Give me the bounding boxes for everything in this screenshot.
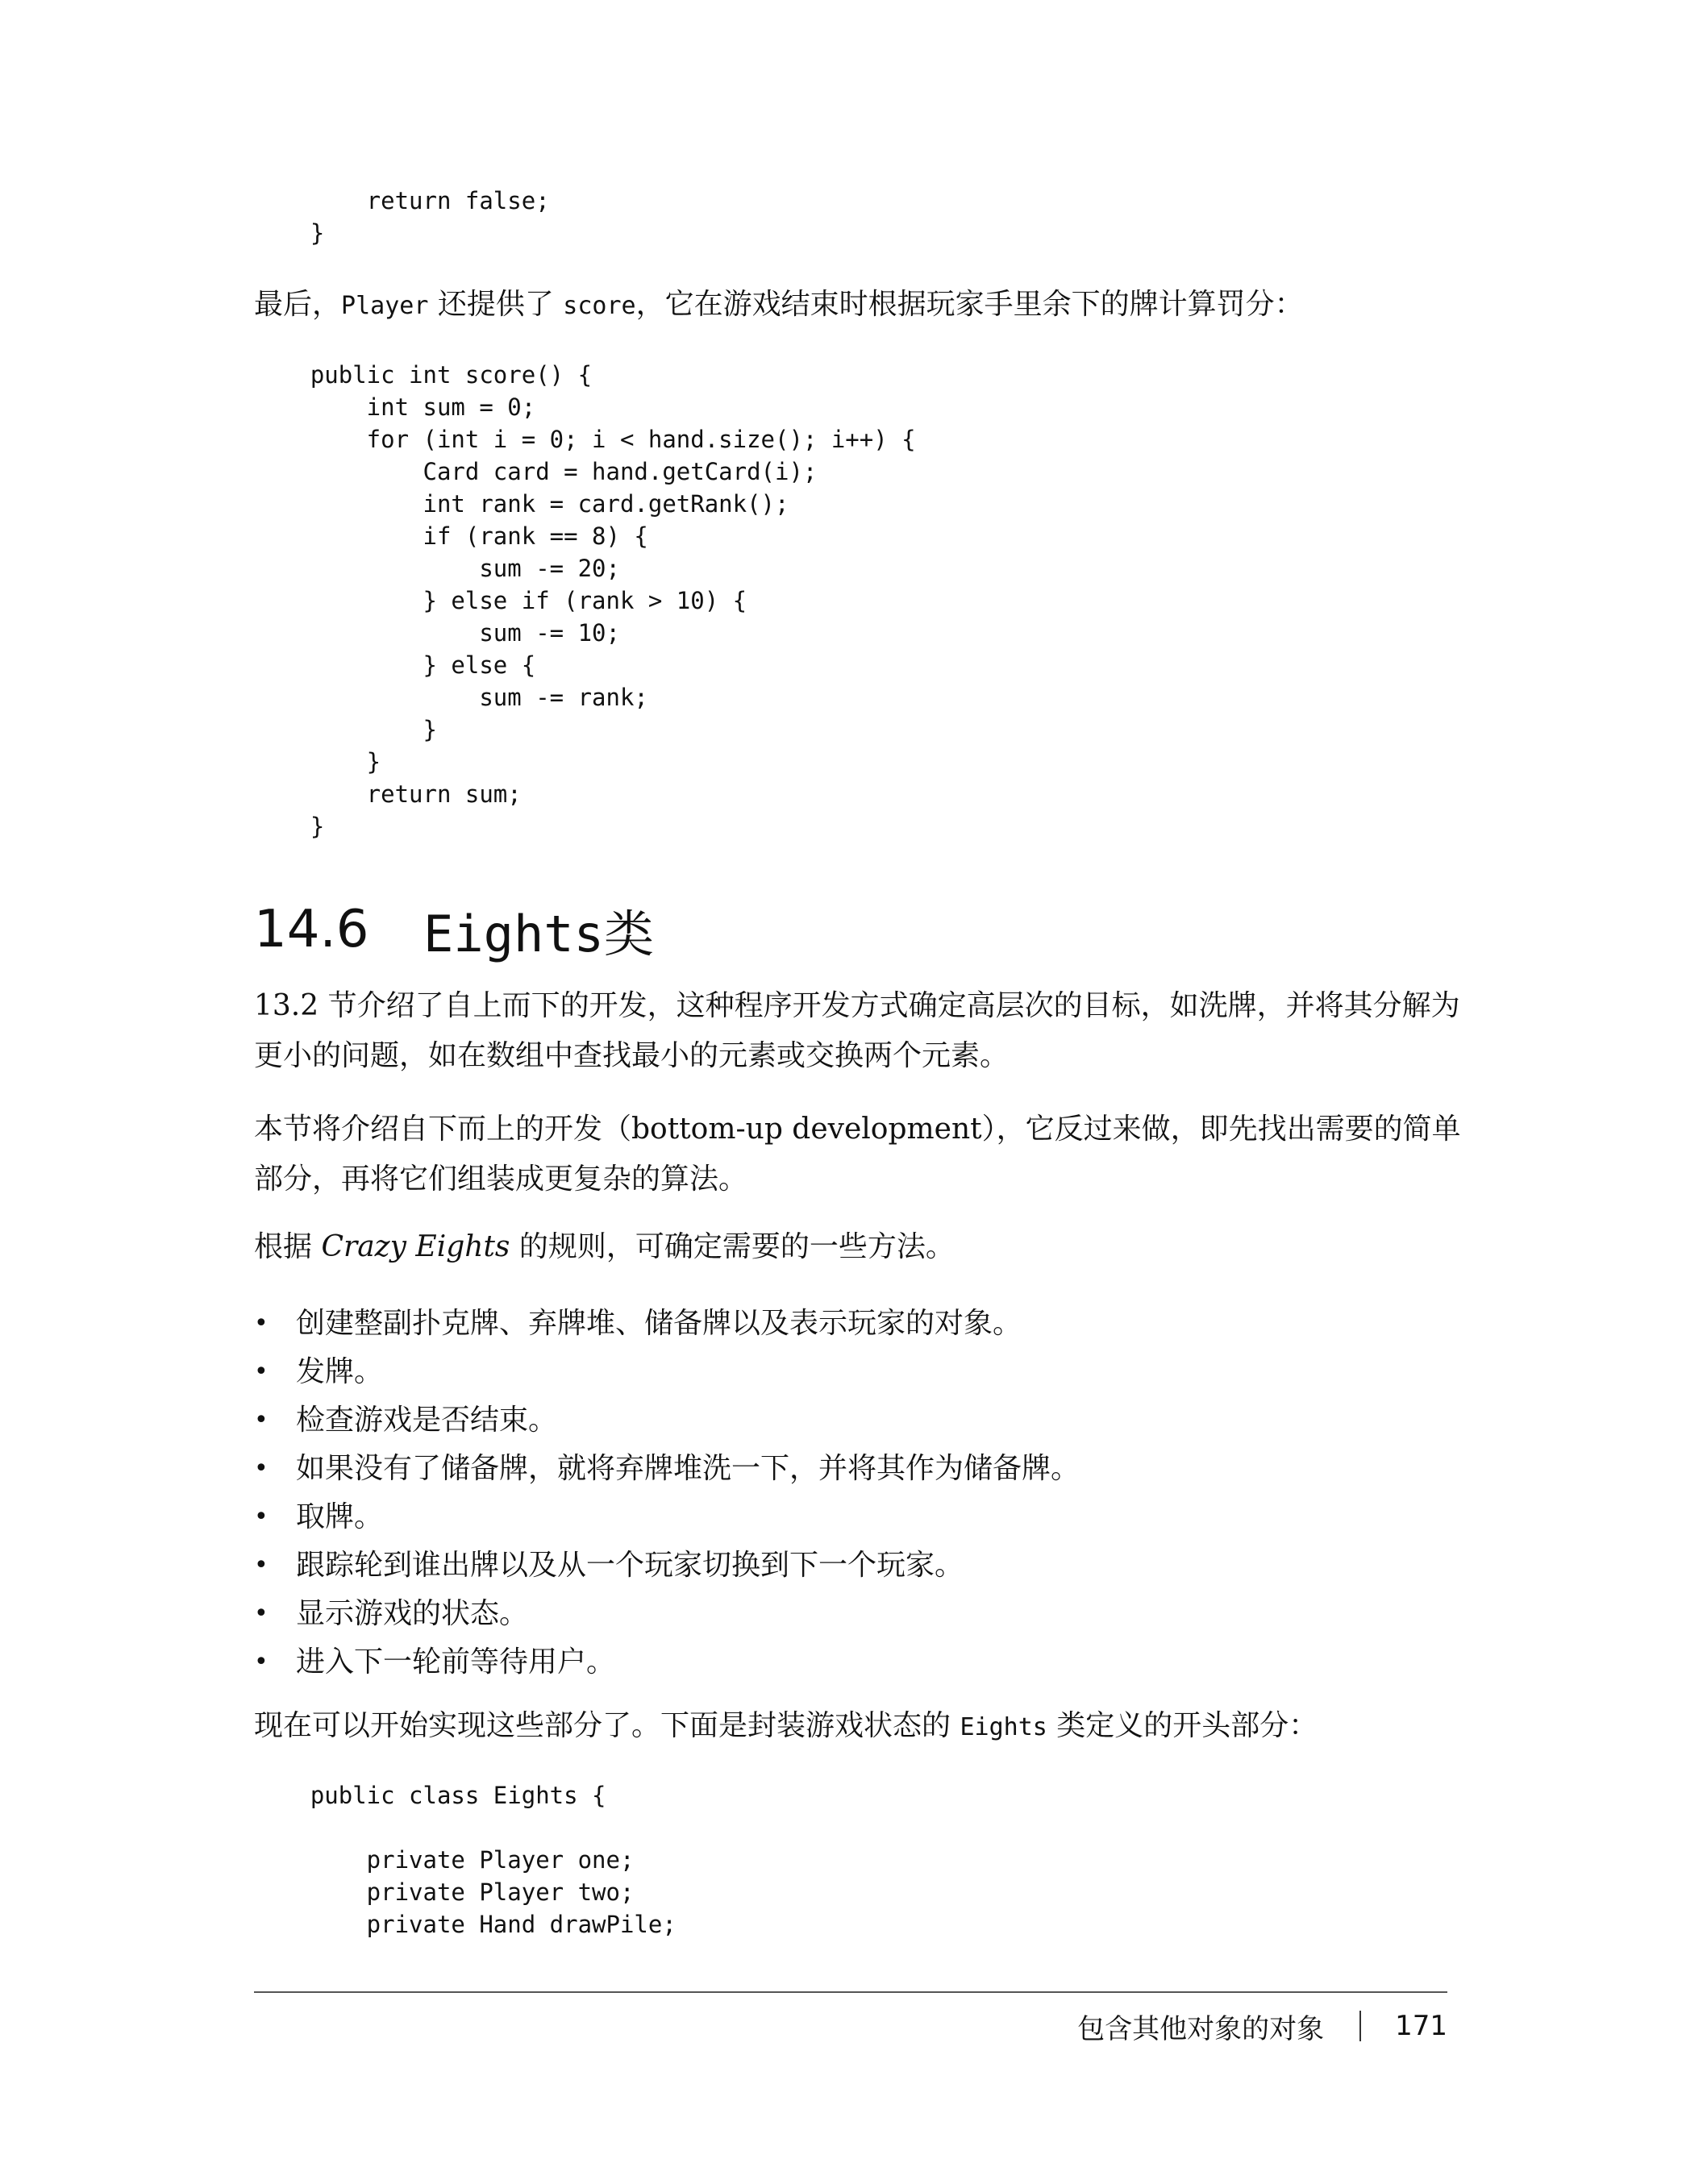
section-title: Eights类	[423, 904, 654, 963]
code-line: public class Eights {	[254, 1782, 606, 1809]
code-line: int rank = card.getRank();	[254, 490, 789, 518]
list-item: • 进入下一轮前等待用户。	[254, 1638, 1463, 1687]
bullet-icon: •	[254, 1600, 269, 1628]
paragraph-top-down: 13.2 节介绍了自上而下的开发，这种程序开发方式确定高层次的目标，如洗牌，并将其分解为更小的问题，如在数组中查找最小的元素或交换两个元素。	[254, 989, 1460, 1072]
code-line: private Player two;	[254, 1878, 635, 1906]
methods-bullet-list	[254, 1300, 1463, 1687]
paragraph-bottom-up: 本节将介绍自下而上的开发（bottom-up development），它反过来做，即先找出需要的简单部分，再将它们组装成更复杂的算法。	[254, 1113, 1461, 1196]
code-block-return-false	[254, 185, 550, 249]
inline-code-score: score	[563, 292, 636, 320]
page-footer	[1077, 2006, 1447, 2046]
code-line: for (int i = 0; i < hand.size(); i++) {	[254, 426, 916, 453]
inline-code-eights: Eights	[960, 1713, 1047, 1741]
code-line	[254, 1812, 677, 1844]
page-number: 171	[1395, 2010, 1447, 2042]
bullet-icon: •	[254, 1648, 269, 1676]
code-line: } else {	[254, 651, 536, 679]
bullet-icon: •	[254, 1406, 269, 1434]
code-line: int sum = 0;	[254, 393, 536, 421]
code-line: return sum;	[254, 780, 522, 808]
footer-separator	[1359, 2011, 1361, 2041]
paragraph-eights-class-intro: 现在可以开始实现这些部分了。下面是封装游戏状态的 Eights 类定义的开头部分：	[254, 1709, 1318, 1742]
code-line: sum -= rank;	[254, 684, 648, 711]
bullet-icon: •	[254, 1454, 269, 1483]
footer-divider	[254, 1991, 1447, 1993]
code-line: }	[254, 219, 325, 247]
code-line: }	[254, 716, 437, 743]
inline-code-player: Player	[341, 292, 429, 320]
list-item: • 检查游戏是否结束。	[254, 1396, 1463, 1445]
list-item: • 发牌。	[254, 1348, 1463, 1396]
code-line: private Player one;	[254, 1846, 635, 1874]
code-block-score-method	[254, 359, 916, 842]
bullet-icon: •	[254, 1309, 269, 1337]
code-line: sum -= 20;	[254, 555, 620, 582]
code-line: public int score() {	[254, 361, 593, 389]
list-item: • 跟踪轮到谁出牌以及从一个玩家切换到下一个玩家。	[254, 1541, 1463, 1590]
paragraph-crazy-eights-rules: 根据 Crazy Eights 的规则，可确定需要的一些方法。	[254, 1230, 955, 1263]
section-number: 14.6	[254, 900, 369, 959]
list-item: • 显示游戏的状态。	[254, 1590, 1463, 1638]
code-line: if (rank == 8) {	[254, 522, 648, 550]
code-line: sum -= 10;	[254, 619, 620, 647]
code-block-eights-class	[254, 1779, 677, 1941]
list-item: • 如果没有了储备牌，就将弃牌堆洗一下，并将其作为储备牌。	[254, 1445, 1463, 1493]
code-line: return false;	[254, 187, 550, 214]
code-line: } else if (rank > 10) {	[254, 587, 747, 614]
paragraph-score-intro: 最后，Player 还提供了 score，它在游戏结束时根据玩家手里余下的牌计算罚分：	[254, 288, 1304, 321]
emphasis-crazy-eights: Crazy Eights	[321, 1230, 510, 1263]
bullet-icon: •	[254, 1551, 269, 1579]
section-heading	[254, 893, 654, 966]
code-line: }	[254, 748, 381, 776]
list-item: • 创建整副扑克牌、弃牌堆、储备牌以及表示玩家的对象。	[254, 1300, 1463, 1348]
bullet-icon: •	[254, 1503, 269, 1531]
list-item: • 取牌。	[254, 1493, 1463, 1541]
footer-chapter-title: 包含其他对象的对象	[1077, 2012, 1325, 2045]
code-line: Card card = hand.getCard(i);	[254, 458, 818, 485]
code-line: }	[254, 813, 325, 840]
bullet-icon: •	[254, 1358, 269, 1386]
code-line: private Hand drawPile;	[254, 1911, 677, 1938]
